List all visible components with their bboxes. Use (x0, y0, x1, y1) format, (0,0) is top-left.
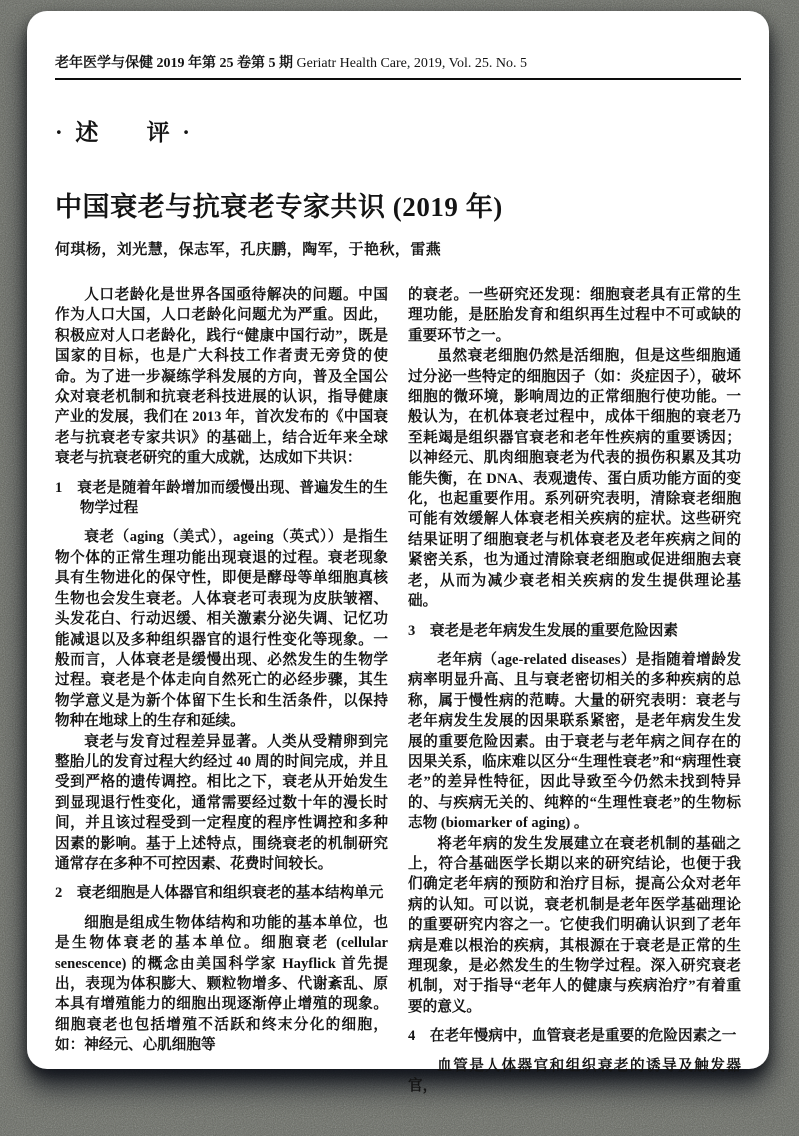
paragraph: 的衰老。一些研究还发现：细胞衰老具有正常的生理功能，是胚胎发育和组织再生过程中不可或缺的重要环节之一。 (408, 287, 741, 344)
paragraph: 衰老（aging（美式），ageing（英式））是指生物个体的正常生理功能出现衰退的过程。衰老现象具有生物进化的保守性，即便是酵母等单细胞真核生物也会发生衰老。人体衰老可表现为皮肤皱褶、头发花白、行动迟缓、相关激素分泌失调、记忆功能减退以及多种组织器官的退行性变化等现象。一般而言，人体衰老是缓慢出现、必然发生的生物学过程。衰老是个体走向自然死亡的必经步骤，其生物学意义是为新个体留下生长和生活条件，以保持物种在地球上的生存和延续。 (55, 529, 388, 730)
left-column (55, 285, 388, 1096)
journal-page (27, 11, 769, 1095)
right-column (408, 285, 741, 1096)
journal-header (55, 55, 741, 80)
section-heading: 3 衰老是老年病发生发展的重要危险因素 (408, 622, 678, 639)
authors-line: 何琪杨，刘光慧，保志军，孔庆鹏，陶军，于艳秋，雷燕 (55, 242, 442, 258)
paragraph: 将老年病的发生发展建立在衰老机制的基础之上，符合基础医学长期以来的研究结论，也便于我们确定老年病的预防和治疗目标，提高公众对老年病的认知。可以说，衰老机制是老年医学基础理论的重要研究内容之一。它使我们明确认识到了老年病是难以根治的疾病，其根源在于衰老是正常的生理现象，是必然发生的生物学过程。深入研究衰老机制，对于指导“老年人的健康与疾病治疗”有着重要的意义。 (408, 835, 741, 1015)
paragraph: 人口老龄化是世界各国亟待解决的问题。中国作为人口大国，人口老龄化问题尤为严重。因此，积极应对人口老龄化，践行“健康中国行动”，既是国家的目标，也是广大科技工作者责无旁贷的使命。为了进一步凝练学科发展的方向，普及全国公众对衰老机制和抗衰老科技进展的认识，指导健康产业的发展，我们在 2013 年，首次发布的《中国衰老与抗衰老专家共识》的基础上，结合近年来全球衰老与抗衰老研究的重大成就，达成如下共识： (55, 287, 388, 467)
section-heading: 1 衰老是随着年龄增加而缓慢出现、普遍发生的生物学过程 (55, 479, 388, 517)
journal-header-chinese: 老年医学与保健 2019 年第 25 卷第 5 期 (55, 56, 293, 71)
paragraph: 细胞是组成生物体结构和功能的基本单位，也是生物体衰老的基本单位。细胞衰老 (cellular senescence) 的概念由美国科学家 Hayflick 首先提出，表现为体积膨大、颗粒物增多、代谢紊乱、原本具有增殖能力的细胞出现逐渐停止增殖的现象。细胞衰老也包括增殖不活跃和终末分化的细胞，如：神经元、心肌细胞等 (55, 914, 388, 1054)
article-body (55, 285, 741, 1096)
paragraph: 老年病（age-related diseases）是指随着增龄发病率明显升高、且与衰老密切相关的多种疾病的总称，属于慢性病的范畴。大量的研究表明：衰老与老年病发生发展的因果联系紧密，是老年病发生发展的重要危险因素。由于衰老与老年病之间存在的因果关系，临床难以区分“生理性衰老”和“病理性衰老”的差异性特征，因此导致至今仍然未找到特异的、与疾病无关的、纯粹的“生理性衰老”的生物标志物 (biomarker of aging) 。 (408, 651, 741, 832)
section-heading: 2 衰老细胞是人体器官和组织衰老的基本结构单元 (55, 885, 384, 902)
paragraph: 衰老与发育过程差异显著。人类从受精卵到完整胎儿的发育过程大约经过 40 周的时间完成，并且受到严格的遗传调控。相比之下，衰老从开始发生到显现退行性变化，通常需要经过数十年的漫长时间，并且该过程受到一定程度的程序性调控和多种因素的影响。基于上述特点，围绕衰老的机制研究通常存在多种不可控因素、花费时间较长。 (55, 733, 388, 872)
article-title: 中国衰老与抗衰老专家共识 (2019 年) (55, 192, 503, 222)
paragraph: 血管是人体器官和组织衰老的诱导及触发器官， (408, 1057, 741, 1095)
journal-header-english: Geriatr Health Care, 2019, Vol. 25. No. 5 (296, 56, 527, 71)
section-heading: 4 在老年慢病中，血管衰老是重要的危险因素之一 (408, 1028, 737, 1045)
section-marker: ·述 评· (55, 120, 203, 145)
paragraph: 虽然衰老细胞仍然是活细胞，但是这些细胞通过分泌一些特定的细胞因子（如：炎症因子），破坏细胞的微环境，影响周边的正常细胞行使功能。一般认为，在机体衰老过程中，成体干细胞的衰老乃至耗竭是组织器官衰老和老年性疾病的重要诱因；以神经元、肌肉细胞衰老为代表的损伤积累及其功能失衡，在 DNA、表观遗传、蛋白质功能方面的变化，也起重要作用。系列研究表明，清除衰老细胞可能有效缓解人体衰老相关疾病的症状。这些研究结果证明了细胞衰老与机体衰老及老年疾病之间的紧密关系，也为通过清除衰老细胞或促进细胞去衰老，从而为减少衰老相关疾病的发生提供理论基础。 (408, 348, 741, 610)
